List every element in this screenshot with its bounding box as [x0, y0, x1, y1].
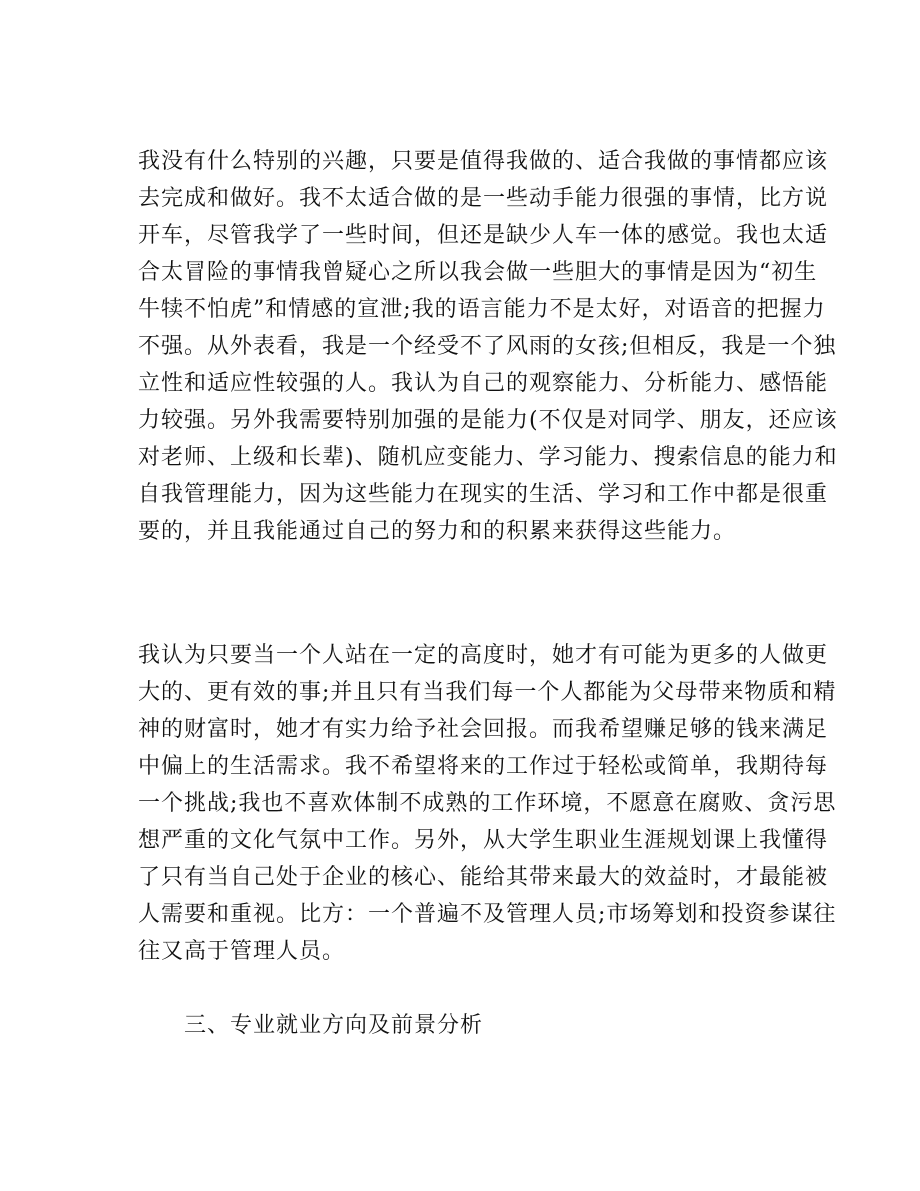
text-line: 牛犊不怕虎”和情感的宣泄;我的语言能力不是太好，对语音的把握力	[138, 297, 826, 322]
text-line: 大的、更有效的事;并且只有当我们每一个人都能为父母带来物质和精	[138, 680, 837, 705]
text-line: 人需要和重视。比方：一个普遍不及管理人员;市场筹划和投资参谋往	[138, 902, 837, 927]
text-line: 开车，尽管我学了一些时间，但还是缺少人车一体的感觉。我也太适	[138, 223, 829, 248]
text-line: 力较强。另外我需要特别加强的是能力(不仅是对同学、朋友，还应该	[138, 408, 838, 433]
text-line: 想严重的文化气氛中工作。另外，从大学生职业生涯规划课上我懂得	[138, 828, 829, 853]
text-line: 中偏上的生活需求。我不希望将来的工作过于轻松或简单，我期待每	[138, 754, 829, 779]
text-line: 对老师、上级和长辈)、随机应变能力、学习能力、搜索信息的能力和	[138, 445, 838, 470]
text-line: 神的财富时，她才有实力给予社会回报。而我希望赚足够的钱来满足	[138, 717, 829, 742]
text-line: 一个挑战;我也不喜欢体制不成熟的工作环境，不愿意在腐败、贪污思	[138, 791, 837, 816]
text-line: 我认为只要当一个人站在一定的高度时，她才有可能为更多的人做更	[138, 643, 829, 668]
text-line: 自我管理能力，因为这些能力在现实的生活、学习和工作中都是很重	[138, 482, 829, 507]
text-line: 合太冒险的事情我曾疑心之所以我会做一些胆大的事情是因为“初生	[138, 260, 818, 285]
text-line: 立性和适应性较强的人。我认为自己的观察能力、分析能力、感悟能	[138, 371, 829, 396]
text-line: 去完成和做好。我不太适合做的是一些动手能力很强的事情，比方说	[138, 186, 829, 211]
text-line: 要的，并且我能通过自己的努力和的积累来获得这些能力。	[138, 519, 737, 544]
text-line: 我没有什么特别的兴趣，只要是值得我做的、适合我做的事情都应该	[138, 149, 829, 174]
paragraph-values-goals	[138, 637, 836, 970]
text-line: 了只有当自己处于企业的核心、能给其带来最大的效益时，才最能被	[138, 865, 829, 890]
paragraph-interests-abilities	[138, 143, 838, 550]
text-line: 不强。从外表看，我是一个经受不了风雨的女孩;但相反，我是一个独	[138, 334, 837, 359]
section-heading: 三、专业就业方向及前景分析	[184, 1013, 484, 1038]
text-line: 往又高于管理人员。	[138, 939, 346, 964]
